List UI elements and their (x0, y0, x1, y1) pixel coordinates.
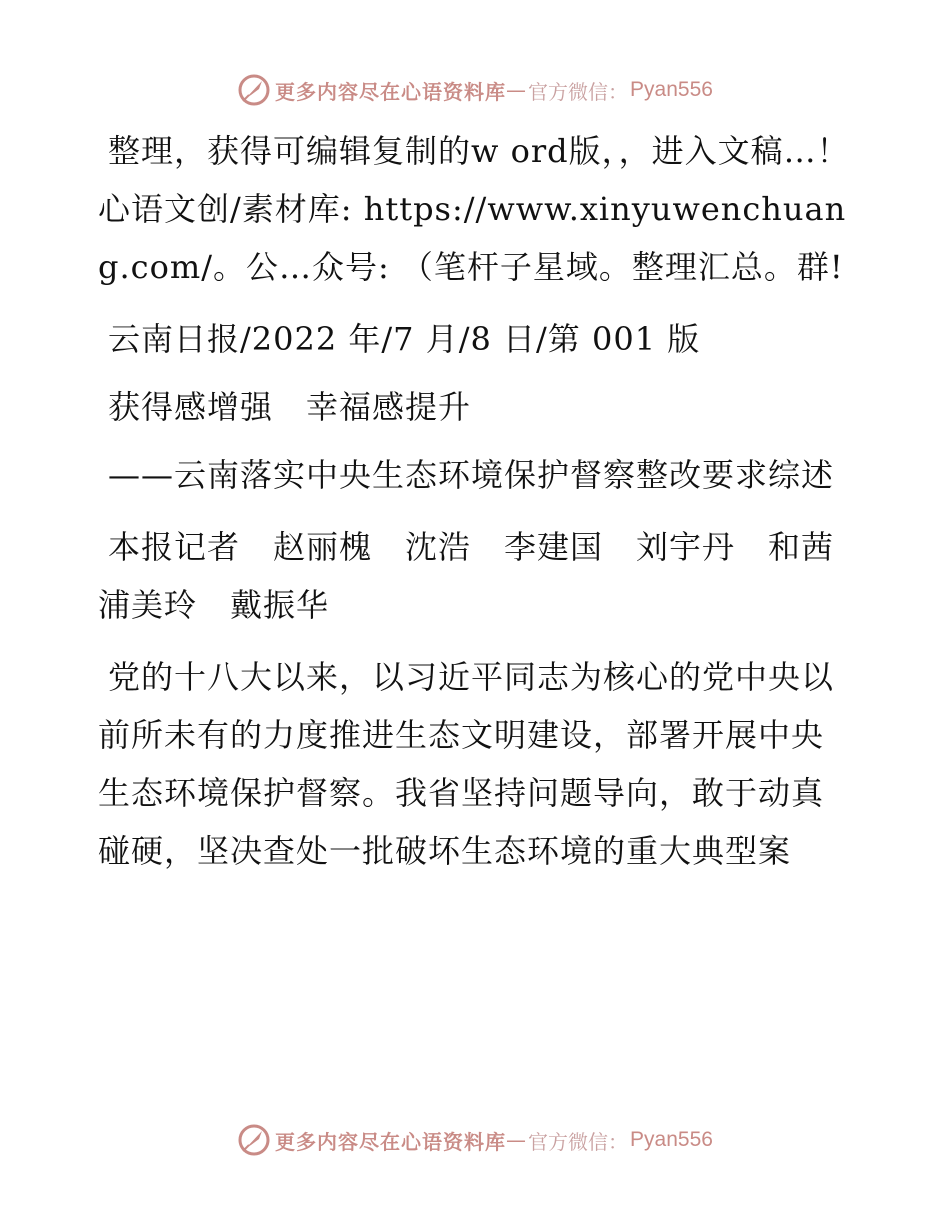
footer-watermark (0, 1120, 950, 1160)
watermark-main-text: 更多内容尽在心语资料库 (275, 79, 507, 104)
watermark-label: 官方微信： (528, 1129, 629, 1154)
intro-notice: 整理，获得可编辑复制的w ord版，，进入文稿…！心语文创/素材库: https://www.xinyuwenchuang.com/。公…众号: （笔杆子星域。整理汇总。群! (98, 132, 850, 286)
watermark-label: 官方微信： (528, 79, 629, 104)
body-paragraph: 党的十八大以来，以习近平同志为核心的党中央以前所未有的力度推进生态文明建设，部署开展中央生态环境保护督察。我省坚持问题导向，敢于动真碰硬，坚决查处一批破坏生态环境的重大典型案 (98, 658, 835, 870)
quill-logo-icon (237, 73, 271, 107)
source-line: 云南日报/2022 年/7 月/8 日/第 001 版 (108, 320, 701, 358)
watermark-handle: Pyan556 (630, 78, 713, 101)
watermark-handle: Pyan556 (630, 1128, 713, 1151)
watermark-main-text: 更多内容尽在心语资料库 (275, 1129, 507, 1154)
header-watermark (0, 70, 950, 110)
watermark-separator: — (506, 1128, 527, 1152)
byline: 本报记者 赵丽槐 沈浩 李建国 刘宇丹 和茜 浦美玲 戴振华 (98, 528, 868, 624)
document-body (98, 122, 868, 894)
article-title: 获得感增强 幸福感提升 (108, 388, 472, 426)
article-subtitle: ——云南落实中央生态环境保护督察整改要求综述 (108, 456, 835, 494)
quill-logo-icon (237, 1123, 271, 1157)
watermark-separator: — (506, 78, 527, 102)
